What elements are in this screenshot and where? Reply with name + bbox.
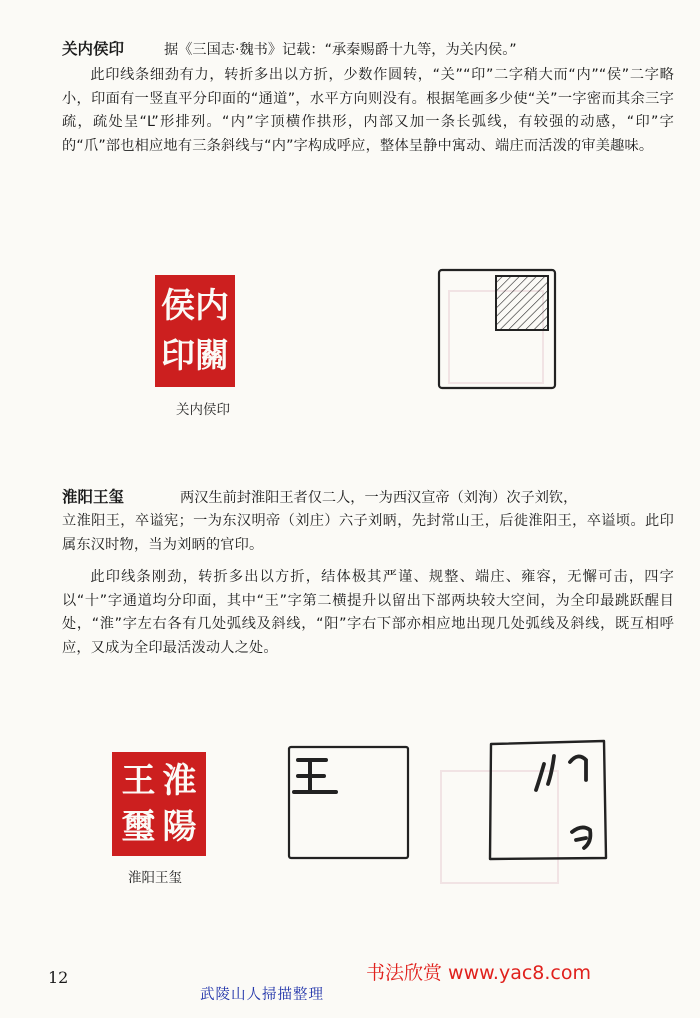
seal2-char-3: 陽 (162, 807, 197, 847)
section1-intro: 据《三国志·魏书》记载：“承秦赐爵十九等，为关内侯。” (164, 42, 517, 58)
seal-guannei-hou-yin (155, 275, 235, 387)
seal1-char-2: 侯 (161, 286, 195, 326)
seal2-char-1: 淮 (162, 761, 197, 801)
seal2-wang-sketch (286, 744, 412, 862)
section1-heading-line (62, 38, 517, 63)
section2-body (62, 566, 674, 660)
section1-title: 关内侯印 (62, 40, 125, 58)
section2-intro-rest: 立淮阳王，卒谥宪；一为东汉明帝（刘庄）六子刘昞，先封常山王，后徙淮阳王，卒谥顷。此印属东汉时物，当为刘昞的官印。 (62, 513, 674, 553)
seal1-caption: 关内侯印 (176, 402, 230, 418)
site-watermark: 书法欣赏 www.yac8.com (366, 962, 591, 984)
seal2-char-2: 王 (121, 761, 156, 801)
section1-body (62, 64, 674, 158)
page-number: 12 (48, 968, 69, 987)
scan-credit: 武陵山人掃描整理 (200, 987, 324, 1003)
section2-body-text: 此印线条刚劲，转折多出以方折，结体极其严谨、规整、端庄、雍容，无懈可击，四字以“十”字通道均分印面，其中“王”字第二横提升以留出下部两块较大空间，为全印最跳跃醒目处，“淮”字左右各有几处弧线及斜线，“阳”字右下部亦相应地出现几处弧线及斜线，既互相呼应，又成为全印最活泼动人之处。 (62, 569, 674, 656)
section2-heading-line (62, 486, 577, 511)
section2-title: 淮阳王玺 (62, 488, 125, 506)
seal1-char-4: 印 (161, 336, 195, 376)
section2-intro-line1: 两汉生前封淮阳王者仅二人，一为西汉宣帝（刘洵）次子刘钦， (180, 490, 578, 506)
seal1-layout-sketch (436, 266, 560, 392)
seal2-char-4: 璽 (121, 807, 156, 847)
seal1-char-1: 内 (195, 286, 229, 326)
seal1-char-3: 關 (195, 336, 229, 376)
seal2-caption: 淮阳王玺 (128, 870, 182, 886)
seal-huaiyang-wang-xi (112, 752, 206, 856)
section1-body-text: 此印线条细劲有力，转折多出以方折，少数作圆转，“关”“印”二字稍大而“内”“侯”二字略小，印面有一竖直平分印面的“通道”，水平方向则没有。根据笔画多少使“关”一字密而其余三字疏，疏处呈“L”形排列。“内”字顶横作拱形，内部又加一条长弧线，有较强的动感，“印”字的“爪”部也相应地有三条斜线与“内”字构成呼应，整体呈静中寓动、端庄而活泼的审美趣味。 (62, 67, 674, 154)
seal2-huai-yang-sketch (486, 738, 612, 862)
